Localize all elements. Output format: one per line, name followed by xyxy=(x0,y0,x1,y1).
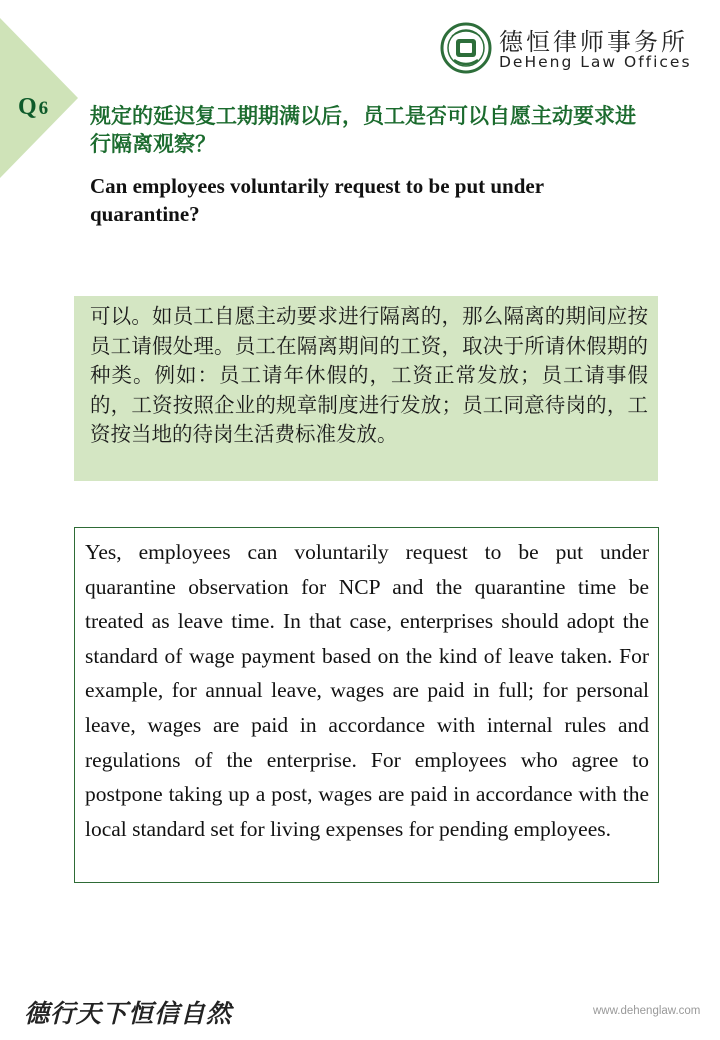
calligraphy-motto: 德行天下恒信自然 xyxy=(24,999,233,1028)
question-title-en: Can employees voluntarily request to be put under quarantine? xyxy=(90,174,544,226)
question-title-cn: 规定的延迟复工期期满以后，员工是否可以自愿主动要求进行隔离观察？ xyxy=(90,104,636,156)
question-letter: Q xyxy=(18,94,37,120)
answer-cn-panel: 可以。如员工自愿主动要求进行隔离的，那么隔离的期间应按员工请假处理。员工在隔离期间的工资，取决于所请休假期的种类。例如：员工请年休假的，工资正常发放；员工请事假的，工资按照企业的规章制度进行发放；员工同意待岗的，工资按当地的待岗生活费标准发放。 xyxy=(74,296,658,481)
answer-en-box: Yes, employees can voluntarily request to be put under quarantine observation for NCP and the quarantine time be treated as leave time. In that case, enterprises should adopt the standard of wage payment based on the kind of leave taken. For example, for annual leave, wages are paid in full; for personal leave, wages are paid in accordance with internal rules and regulations of the enterprise. For employees who agree to postpone taking up a post, wages are paid in accordance with the local standard set for living expenses for pending employees. xyxy=(74,527,659,883)
firm-name-cn: 德恒律师事务所 xyxy=(499,28,688,56)
deheng-seal-icon xyxy=(440,22,492,74)
question-number xyxy=(18,94,48,121)
website-url: www.dehenglaw.com xyxy=(593,1005,701,1017)
firm-name-en: DeHeng Law Offices xyxy=(499,53,692,71)
question-digit: 6 xyxy=(38,98,49,119)
